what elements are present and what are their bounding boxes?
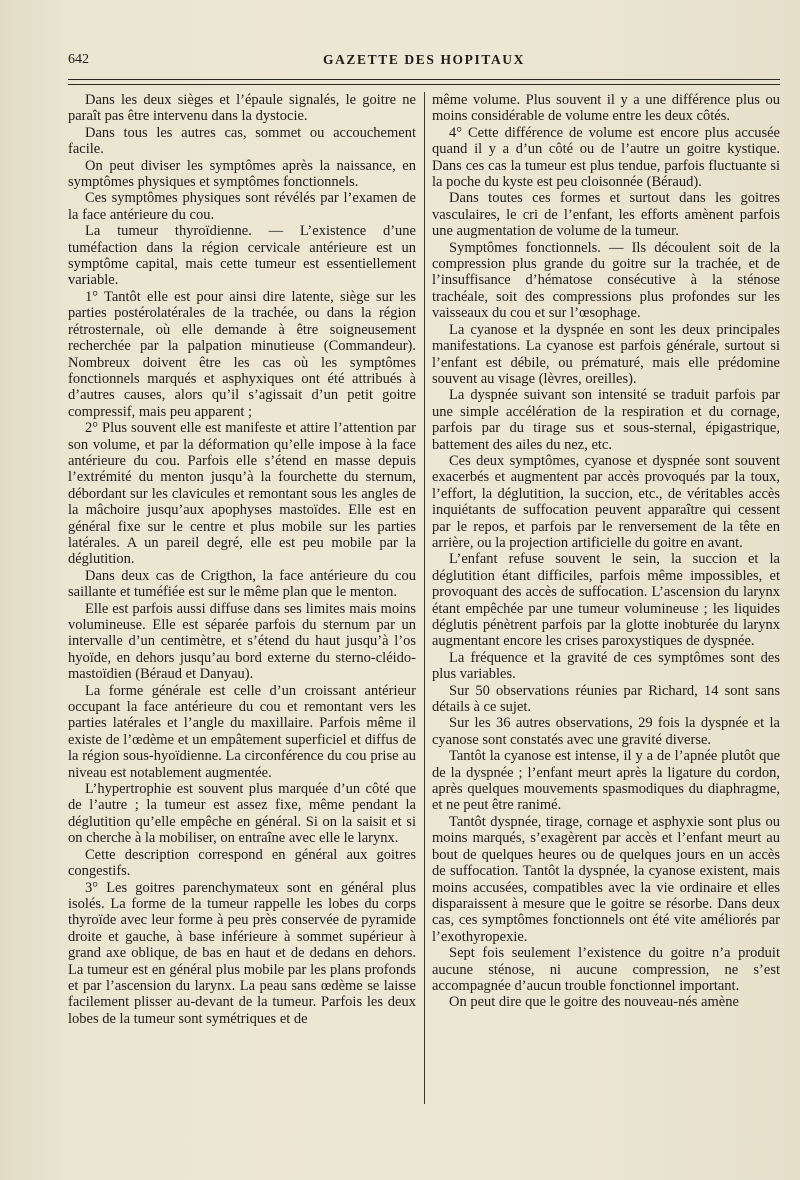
paragraph: 4° Cette différence de volume est encore plus accusée quand il y a d’un côté ou de l’autre un goitre kystique. Dans ces cas la tumeur est plus tendue, parfois fluctuante si la poche du kyste est peu cloisonnée (Béraud). [432, 124, 780, 191]
paragraph: Tantôt la cyanose est intense, il y a de l’apnée plutôt que de la dyspnée ; l’enfant meurt après la ligature du cordon, après quelques mouvements spasmodiques du diaphragme, et ne peut être ranimé. [432, 748, 780, 814]
header-rule-bottom [68, 84, 780, 85]
paragraph: L’hypertrophie est souvent plus marquée d’un côté que de l’autre ; la tumeur est assez fixe, même pendant la déglutition qu’elle empêche en général. Si on la saisit et si on cherche à la mobiliser, on entraîne avec elle le larynx. [68, 781, 416, 847]
paragraph: On peut diviser les symptômes après la naissance, en symptômes physiques et symptômes fonctionnels. [68, 157, 416, 191]
paragraph: La forme générale est celle d’un croissant antérieur occupant la face antérieure du cou et remontant vers les parties latérales et l’angle du maxillaire. Parfois même il existe de l’œdème et un empâtement superficiel et diffus de la région sous-hyoïdienne. La circonférence du cou prise au niveau est notablement augmentée. [68, 682, 416, 781]
paragraph: La dyspnée suivant son intensité se traduit parfois par une simple accélération de la respiration et du cornage, parfois par du tirage sus et sous-sternal, épigastrique, battement des ailes du nez, etc. [432, 387, 780, 453]
paragraph: Sur 50 observations réunies par Richard, 14 sont sans détails à ce sujet. [432, 682, 780, 716]
paragraph: Dans tous les autres cas, sommet ou accouchement facile. [68, 124, 416, 158]
paragraph: Tantôt dyspnée, tirage, cornage et asphyxie sont plus ou moins marqués, s’exagèrent par accès et l’enfant meurt au bout de quelques heures ou de quelques jours en un accès de suffocation. Tantôt la dyspnée, la cyanose existent, mais moins accusées, compatibles avec la vie ordinaire et elles disparaissent à mesure que le goitre se résorbe. Dans deux cas, ces symptômes fonctionnels ont été vite améliorés par l’exothyropexie. [432, 813, 780, 945]
left-column [68, 92, 416, 1027]
paragraph: Cette description correspond en général aux goitres congestifs. [68, 846, 416, 880]
paragraph: Dans deux cas de Crigthon, la face antérieure du cou saillante et tuméfiée est sur le même plan que le menton. [68, 567, 416, 601]
paragraph: Ces deux symptômes, cyanose et dyspnée sont souvent exacerbés et augmentent par accès provoqués par la toux, l’effort, la déglutition, la succion, etc., de véritables accès inquiétants de suffocation peuvent apparaître qui cessent par le repos, et parfois par le renversement de la tête en arrière, ou la projection artificielle du goitre en avant. [432, 452, 780, 551]
column-divider [424, 92, 425, 1104]
paragraph: Dans les deux sièges et l’épaule signalés, le goitre ne paraît pas être intervenu dans la dystocie. [68, 92, 416, 125]
right-column [432, 92, 780, 1011]
paragraph: 2° Plus souvent elle est manifeste et attire l’attention par son volume, et par la déformation qu’elle impose à la face antérieure du cou. Parfois elle s’étend en masse depuis l’extrémité du menton jusqu’à la fourchette du sternum, débordant sur les clavicules et remontant sous les angles de la mâchoire jusqu’aux apophyses mastoïdes. Elle est en général fixe sur le centre et plus mobile sur les parties latérales. A un pareil degré, elle est peu mobile par la déglutition. [68, 420, 416, 568]
paragraph: La tumeur thyroïdienne. — L’existence d’une tuméfaction dans la région cervicale antérieure est un symptôme capital, mais cette tumeur est essentiellement variable. [68, 223, 416, 289]
paragraph: Ces symptômes physiques sont révélés par l’examen de la face antérieure du cou. [68, 190, 416, 223]
journal-title: GAZETTE DES HOPITAUX [322, 52, 526, 67]
paragraph: 3° Les goitres parenchymateux sont en général plus isolés. La forme de la tumeur rappelle les lobes du corps thyroïde avec leur forme à peu près conservée de pyramide droite et gauche, à base inférieure à sommet supérieur à grand axe oblique, de bas en haut et de dedans en dehors. La tumeur est en général plus mobile par les plans profonds et par l’ascension du larynx. La peau sans œdème se laisse facilement plisser au-devant de la tumeur. Parfois les deux lobes de la tumeur sont symétriques et de [68, 879, 416, 1027]
paragraph: 1° Tantôt elle est pour ainsi dire latente, siège sur les parties postérolatérales de la trachée, ou dans la région rétrosternale, où elle demande à être soigneusement recherchée par la palpation minutieuse (Commandeur). Nombreux doivent être les cas où les symptômes fonctionnels marqués et asphyxiques ont été attribués à d’autres causes, alors qu’il s’agissait d’un petit goitre compressif, mais peu apparent ; [68, 288, 416, 420]
page-number: 642 [68, 52, 89, 67]
paragraph: même volume. Plus souvent il y a une différence plus ou moins considérable de volume entre les deux côtés. [432, 92, 780, 125]
header-rule-top [68, 79, 780, 80]
paragraph: La fréquence et la gravité de ces symptômes sont des plus variables. [432, 649, 780, 683]
paragraph: La cyanose et la dyspnée en sont les deux principales manifestations. La cyanose est parfois générale, surtout si l’enfant est débile, ou prématuré, mais elle prédomine souvent au visage (lèvres, oreilles). [432, 321, 780, 387]
paragraph: Symptômes fonctionnels. — Ils découlent soit de la compression plus grande du goitre sur la trachée, et de l’insuffisance d’hématose consécutive à la sténose trachéale, soit des compressions plus profondes sur les vaisseaux du cou et sur l’œsophage. [432, 239, 780, 322]
page-header [68, 52, 780, 74]
paragraph: Elle est parfois aussi diffuse dans ses limites mais moins volumineuse. Elle est séparée parfois du sternum par un intervalle d’un centimètre, et s’étend du haut jusqu’à l’os hyoïde, en dehors jusqu’au bord externe du sterno-cléido-mastoïdien (Béraud et Danyau). [68, 600, 416, 683]
paragraph: Sur les 36 autres observations, 29 fois la dyspnée et la cyanose sont constatés avec une gravité diverse. [432, 715, 780, 748]
paragraph: Sept fois seulement l’existence du goitre n’a produit aucune sténose, ni aucune compression, ne s’est accompagnée d’aucun trouble fonctionnel important. [432, 945, 780, 994]
paragraph: L’enfant refuse souvent le sein, la succion et la déglutition étant difficiles, parfois même impossibles, et provoquant des accès de suffocation. L’ascension du larynx étant empêchée par une tumeur volumineuse ; les liquides déglutis pénètrent parfois par la glotte inobturée du larynx augmentant encore les crises paroxystiques de dyspnée. [432, 551, 780, 650]
paragraph: On peut dire que le goitre des nouveau-nés amène [449, 994, 739, 1011]
paragraph: Dans toutes ces formes et surtout dans les goitres vasculaires, le cri de l’enfant, les efforts amènent parfois une augmentation de volume de la tumeur. [432, 190, 780, 240]
